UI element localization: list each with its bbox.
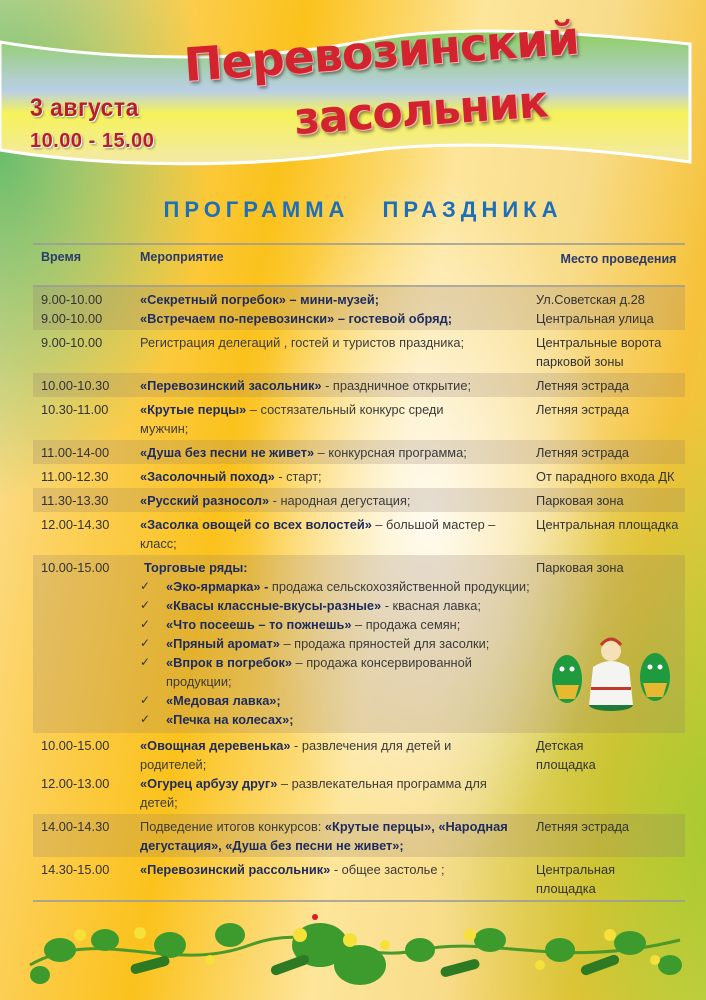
row-place: Летняя эстрада bbox=[536, 402, 630, 417]
table-header-rule bbox=[33, 285, 685, 287]
row-place: Летняя эстрада bbox=[536, 819, 630, 834]
row-place: Парковая зона bbox=[536, 493, 624, 508]
row-time: 11.30-13.30 bbox=[41, 493, 109, 508]
row-place: Центральная улица bbox=[536, 311, 654, 326]
row-event: «Секретный погребок» – мини-музей; bbox=[140, 292, 379, 307]
table-row bbox=[33, 330, 685, 373]
row-event-name: «Овощная деревенька» bbox=[140, 738, 291, 753]
trade-item: ✓ «Эко-ярмарка» - продажа сельскохозяйственной продукции; bbox=[140, 579, 530, 594]
table-header bbox=[33, 245, 685, 285]
row-time: 9.00-10.00 bbox=[41, 335, 103, 350]
row-place: Центральная площадка bbox=[536, 862, 615, 896]
row-time: 10.30-11.00 bbox=[41, 402, 109, 417]
row-event-desc: – большой мастер – класс; bbox=[140, 517, 496, 551]
row-time: 10.00-15.00 bbox=[41, 738, 110, 753]
mascot-dolls-image bbox=[541, 627, 681, 717]
row-event-desc: – развлекательная программа для детей; bbox=[140, 776, 487, 810]
row-event-name: «Русский разносол» bbox=[140, 493, 270, 508]
row-event-name: «Крутые перцы», «Народная дегустация», «Душа без песни не живет»; bbox=[140, 819, 508, 853]
festival-title-line2: засольник bbox=[292, 76, 550, 145]
row-event-desc: – состязательный конкурс среди мужчин; bbox=[140, 402, 444, 436]
column-header-event: Мероприятие bbox=[140, 250, 224, 264]
row-event: «Встречаем по-перевозински» – гостевой обряд; bbox=[140, 311, 452, 326]
check-icon: ✓ bbox=[140, 712, 151, 726]
row-event-name: «Душа без песни не живет» bbox=[140, 445, 315, 460]
trade-item: ✓ «Впрок в погребок» – продажа консервированной продукции; bbox=[140, 655, 472, 689]
row-place: Летняя эстрада bbox=[536, 445, 630, 460]
trade-item: ✓ «Что посеешь – то пожнешь» – продажа семян; bbox=[140, 617, 461, 632]
column-header-place: Место проведения bbox=[560, 252, 677, 266]
row-event-name: «Перевозинский рассольник» bbox=[140, 862, 331, 877]
row-time: 12.00-13.00 bbox=[41, 776, 110, 791]
trade-item: ✓ «Печка на колесах»; bbox=[140, 712, 294, 727]
table-row bbox=[33, 373, 685, 397]
festival-date: 3 августа bbox=[30, 94, 139, 122]
row-event-desc: Подведение итогов конкурсов: bbox=[140, 819, 325, 834]
check-icon: ✓ bbox=[140, 655, 151, 669]
row-event-name: «Засолка овощей со всех волостей» bbox=[140, 517, 372, 532]
row-event-desc: - народная дегустация; bbox=[269, 493, 411, 508]
row-time: 14.00-14.30 bbox=[41, 819, 110, 834]
row-time: 11.00-14-00 bbox=[41, 445, 110, 460]
festival-hours: 10.00 - 15.00 bbox=[30, 130, 155, 152]
table-bottom-rule bbox=[33, 900, 685, 902]
program-title: ПРОГРАММА ПРАЗДНИКА bbox=[163, 197, 563, 222]
row-place: Парковая зона bbox=[536, 560, 624, 575]
check-icon: ✓ bbox=[140, 579, 151, 593]
row-time: 14.30-15.00 bbox=[41, 862, 110, 877]
table-row bbox=[33, 857, 685, 900]
row-time: 12.00-14.30 bbox=[41, 517, 110, 532]
check-icon: ✓ bbox=[140, 598, 151, 612]
row-event-name: «Огурец арбузу друг» bbox=[140, 776, 278, 791]
row-place: Ул.Советская д.28 bbox=[536, 292, 645, 307]
row-time: 9.00-10.00 bbox=[41, 311, 103, 326]
trade-list bbox=[140, 577, 532, 729]
row-time: 10.00-10.30 bbox=[41, 378, 110, 393]
trade-item: ✓ «Пряный аромат» – продажа пряностей для засолки; bbox=[140, 636, 490, 651]
table-row bbox=[33, 287, 685, 330]
festival-title-line1: Перевозинский bbox=[182, 10, 581, 92]
row-place: Центральная площадка bbox=[536, 517, 679, 532]
row-place: Центральные ворота парковой зоны bbox=[536, 335, 662, 369]
cucumber-vine-decoration bbox=[20, 905, 690, 1000]
trade-item: ✓ «Квасы классные-вкусы-разные» - квасная лавка; bbox=[140, 598, 481, 613]
row-event-desc: - старт; bbox=[274, 469, 322, 484]
program-table bbox=[33, 243, 685, 902]
row-event: Регистрация делегаций , гостей и туристов праздника; bbox=[140, 335, 464, 350]
row-event-name: «Перевозинский засольник» bbox=[140, 378, 322, 393]
row-time: 9.00-10.00 bbox=[41, 292, 103, 307]
row-event-desc: – конкурсная программа; bbox=[314, 445, 467, 460]
table-row bbox=[33, 464, 685, 488]
row-time: 10.00-15.00 bbox=[41, 560, 110, 575]
check-icon: ✓ bbox=[140, 693, 151, 707]
row-event-name: «Крутые перцы» bbox=[140, 402, 247, 417]
table-row bbox=[33, 440, 685, 464]
trade-title: Торговые ряды: bbox=[144, 560, 248, 575]
table-row bbox=[33, 814, 685, 857]
row-place: Детская площадка bbox=[536, 738, 596, 772]
trade-item: ✓ «Медовая лавка»; bbox=[140, 693, 281, 708]
row-event-desc: - развлечения для детей и родителей; bbox=[140, 738, 452, 772]
row-time: 11.00-12.30 bbox=[41, 469, 109, 484]
row-event-desc: - общее застолье ; bbox=[330, 862, 445, 877]
table-row bbox=[33, 733, 685, 814]
check-icon: ✓ bbox=[140, 636, 151, 650]
row-place: От парадного входа ДК bbox=[536, 469, 675, 484]
row-place: Летняя эстрада bbox=[536, 378, 630, 393]
column-header-time: Время bbox=[41, 250, 81, 264]
table-top-rule bbox=[33, 243, 685, 245]
table-row bbox=[33, 488, 685, 512]
table-row-trade bbox=[33, 555, 685, 733]
row-event-desc: - праздничное открытие; bbox=[321, 378, 472, 393]
check-icon: ✓ bbox=[140, 617, 151, 631]
row-event-name: «Засолочный поход» bbox=[140, 469, 275, 484]
table-row bbox=[33, 512, 685, 555]
table-row bbox=[33, 397, 685, 440]
